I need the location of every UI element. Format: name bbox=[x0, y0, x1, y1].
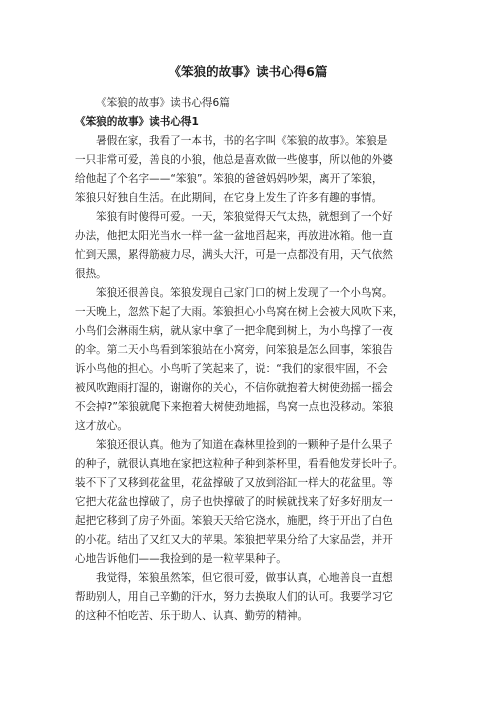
text-line: 装不下了又移到花盆里，花盆撑破了又放到浴缸一样大的花盆里。等 bbox=[75, 477, 393, 489]
text-line: 这才放心。 bbox=[75, 420, 128, 432]
text-line: 办法，他把太阳光当水一样一盆一盆地舀起来，再放进冰箱。他一直 bbox=[75, 230, 393, 242]
document-body bbox=[75, 94, 427, 626]
text-line: 笨狼只好独自生活。在此期间，在它身上发生了许多有趣的事情。 bbox=[75, 192, 383, 204]
text-line: 暑假在家，我看了一本书，书的名字叫《笨狼的故事》。笨狼是 bbox=[96, 135, 388, 147]
text-line: 的伞。第二天小鸟看到笨狼站在小窝旁，问笨狼是怎么回事，笨狼告 bbox=[75, 344, 393, 356]
text-line: 忙到天黑，累得筋疲力尽，满头大汗，可是一点都没有用，天气依然 bbox=[75, 249, 393, 261]
text-line: 《笨狼的故事》读书心得6篇 bbox=[96, 97, 230, 109]
text-line: 笨狼还很认真。他为了知道在森林里捡到的一颗种子是什么果子 bbox=[96, 439, 393, 451]
text-line: 起把它移到了房子外面。笨狼天天给它浇水，施肥，终于开出了白色 bbox=[75, 515, 393, 527]
section-heading: 《笨狼的故事》读书心得1 bbox=[75, 116, 199, 128]
text-line: 一天晚上，忽然下起了大雨。笨狼担心小鸟窝在树上会被大风吹下来， bbox=[75, 306, 404, 318]
text-line: 的小花。结出了又红又大的苹果。笨狼把苹果分给了大家品尝，并开 bbox=[75, 534, 393, 546]
text-line: 一只非常可爱，善良的小狼，他总是喜欢做一些傻事，所以他的外婆 bbox=[75, 154, 393, 166]
text-line: 它把大花盆也撑破了，房子也快撑破了的时候就找来了好多好朋友一 bbox=[75, 496, 393, 508]
text-line: 的种子，就很认真地在家把这粒种子种到茶杯里，看看他发芽长叶子。 bbox=[75, 458, 404, 470]
text-line: 被风吹跑雨打湿的，谢谢你的关心，不信你就抱着大树使劲摇一摇会 bbox=[75, 382, 393, 394]
text-line: 小鸟们会淋雨生病，就从家中拿了一把伞爬到树上，为小鸟撑了一夜 bbox=[75, 325, 393, 337]
text-line: 诉小鸟他的担心。小鸟听了笑起来了，说：“我们的家很牢固，不会 bbox=[75, 363, 388, 375]
text-line: 笨狼还很善良。笨狼发现自己家门口的树上发现了一个小鸟窝。 bbox=[96, 287, 393, 299]
text-line: 帮助别人，用自己辛勤的汗水，努力去换取人们的认可。我要学习它 bbox=[75, 591, 393, 603]
text-line: 不会掉?”笨狼就爬下来抱着大树使劲地摇，鸟窝一点也没移动。笨狼 bbox=[75, 401, 394, 413]
text-line: 的这种不怕吃苦、乐于助人、认真、勤劳的精神。 bbox=[75, 610, 309, 622]
page-title: 《笨狼的故事》读书心得6篇 bbox=[168, 64, 328, 79]
text-line: 给他起了个名字——“笨狼”。笨狼的爸爸妈妈吵架，离开了笨狼， bbox=[75, 173, 383, 185]
text-line: 很热。 bbox=[75, 268, 107, 280]
text-line: 笨狼有时傻得可爱。一天，笨狼觉得天气太热，就想到了一个好 bbox=[96, 211, 393, 223]
text-line: 心地告诉他们——我捡到的是一粒苹果种子。 bbox=[75, 553, 287, 565]
text-line: 我觉得，笨狼虽然笨，但它很可爱，做事认真，心地善良一直想 bbox=[96, 572, 393, 584]
